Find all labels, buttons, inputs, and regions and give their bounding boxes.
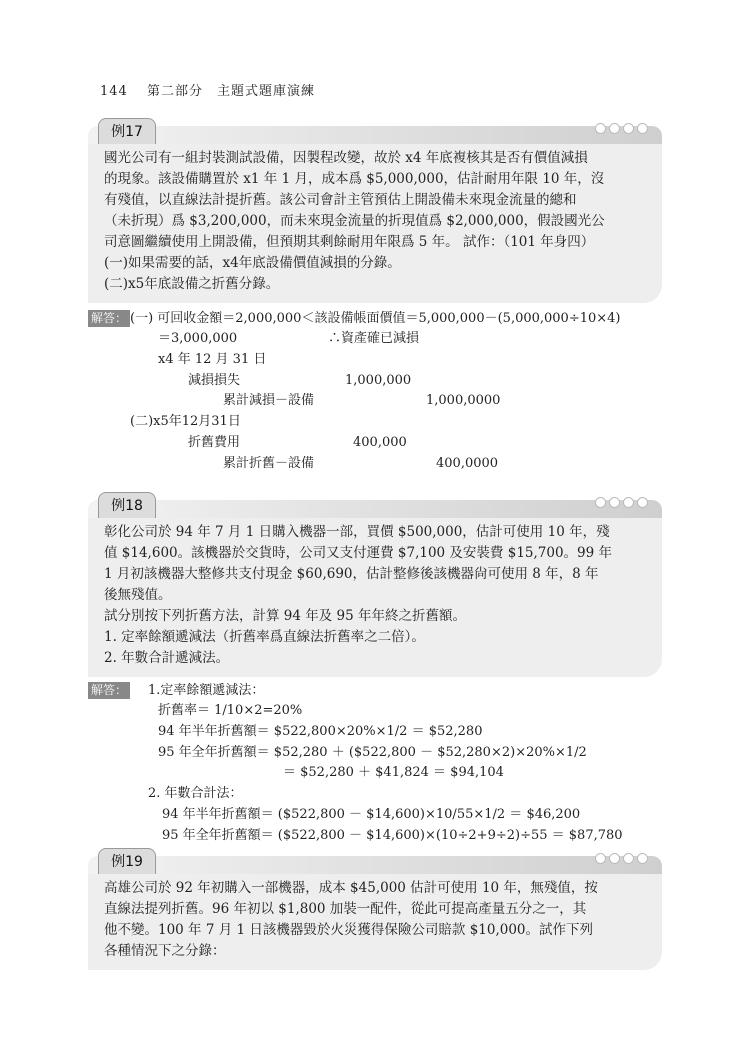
answer-line: 1.定率餘額遞減法： [148,683,265,698]
answer-badge: 解答： [88,682,130,699]
answer-18 [88,680,678,843]
text-line: 直線法提列折舊。96 年初以 $1,800 加裝一配件，從此可提高產量五分之一，其 [104,901,587,917]
example-body [88,144,662,303]
answer-line: 95 年全年折舊額＝ $52,280 ＋ ($522,800 － $52,280×2)×20%×1/2 [158,745,587,760]
text-line: 值 $14,600。該機器於交貨時，公司又支付運費 $7,100 及安裝費 $15,700。99 年 [104,545,613,561]
text-line: 1 月初該機器大整修共支付現金 $60,690，估計整修後該機器尙可使用 8 年，8 年 [104,566,599,582]
journal-debit-account: 折舊費用 [188,435,241,450]
answer-line: ∴資產確已減損 [328,331,420,346]
journal-credit-amount: 400,0000 [436,456,499,471]
example-body [88,518,662,677]
text-line: 司意圖繼續使用上開設備，但預期其剩餘耐用年限爲 5 年。 試作：（101 年身四） [104,234,595,250]
page-number: 144 [100,84,128,99]
example-label: 例18 [98,492,156,519]
text-line: 高雄公司於 92 年初購入一部機器，成本 $45,000 估計可使用 10 年，無殘值，按 [104,880,598,896]
answer-line: 94 年半年折舊額＝ ($522,800 － $14,600)×10/55×1/2 ＝ $46,200 [162,807,581,822]
decorative-dots [595,123,648,134]
answer-line: (一) 可回收金額＝2,000,000＜該設備帳面價值＝5,000,000－(5,000,000÷10×4) [130,311,621,326]
journal-debit-amount: 400,000 [353,435,407,450]
decorative-dots [595,497,648,508]
text-line: 他不變。100 年 7 月 1 日該機器毀於火災獲得保險公司賠款 $10,000。試作下列 [104,922,594,938]
answer-line: 94 年半年折舊額＝ $522,800×20%×1/2 ＝ $52,280 [158,724,483,739]
text-line: 有殘值，以直線法計提折舊。該公司會計主管預估上開設備未來現金流量的總和 [104,192,577,208]
example-header-bar [88,500,662,518]
text-line: (二)x5年底設備之折舊分錄。 [104,276,280,292]
answer-line: 折舊率＝ 1/10×2=20% [158,703,303,718]
journal-date: x4 年 12 月 31 日 [158,352,267,367]
journal-credit-account: 累計減損－設備 [223,393,315,408]
text-line: 2. 年數合計遞減法。 [104,650,230,666]
text-line: 的現象。該設備購置於 x1 年 1 月，成本爲 $5,000,000，估計耐用年限 10 年，沒 [104,171,605,187]
text-line: 1. 定率餘額遞減法（折舊率爲直線法折舊率之二倍）。 [104,629,425,645]
section-title: 第二部分 主題式題庫演練 [146,84,315,99]
text-line: （未折現）爲 $3,200,000，而未來現金流量的折現值爲 $2,000,000，假設國光公 [104,213,605,229]
answer-line: ＝ $52,280 ＋ $41,824 ＝ $94,104 [283,765,504,780]
answer-badge: 解答： [88,310,130,327]
example-header-bar [88,126,662,144]
answer-line: 95 年全年折舊額＝ ($522,800 － $14,600)×(10÷2+9÷2)÷55 ＝ $87,780 [162,828,623,843]
page-header [100,80,315,99]
example-label: 例19 [98,848,156,875]
example-label: 例17 [98,118,156,145]
decorative-dots [595,853,648,864]
answer-line: 2. 年數合計法： [148,786,243,801]
text-line: 各種情況下之分錄： [104,943,226,959]
answer-17 [88,308,678,471]
text-line: 彰化公司於 94 年 7 月 1 日購入機器一部，買價 $500,000，估計可使用 10 年，殘 [104,524,610,540]
journal-credit-account: 累計折舊－設備 [223,456,315,471]
text-line: (一)如果需要的話，x4年底設備價值減損的分錄。 [104,255,401,271]
journal-date: (二)x5年12月31日 [130,414,241,429]
journal-credit-amount: 1,000,0000 [426,393,501,408]
text-line: 後無殘值。 [104,587,172,603]
text-line: 國光公司有一組封裝測試設備，因製程改變，故於 x4 年底複核其是否有價值減損 [104,150,588,166]
journal-debit-amount: 1,000,000 [345,373,412,388]
answer-line: ＝3,000,000 [158,331,238,346]
example-body [88,874,662,970]
journal-debit-account: 減損損失 [188,373,241,388]
text-line: 試分別按下列折舊方法，計算 94 年及 95 年年終之折舊額。 [104,608,467,624]
example-header-bar [88,856,662,874]
